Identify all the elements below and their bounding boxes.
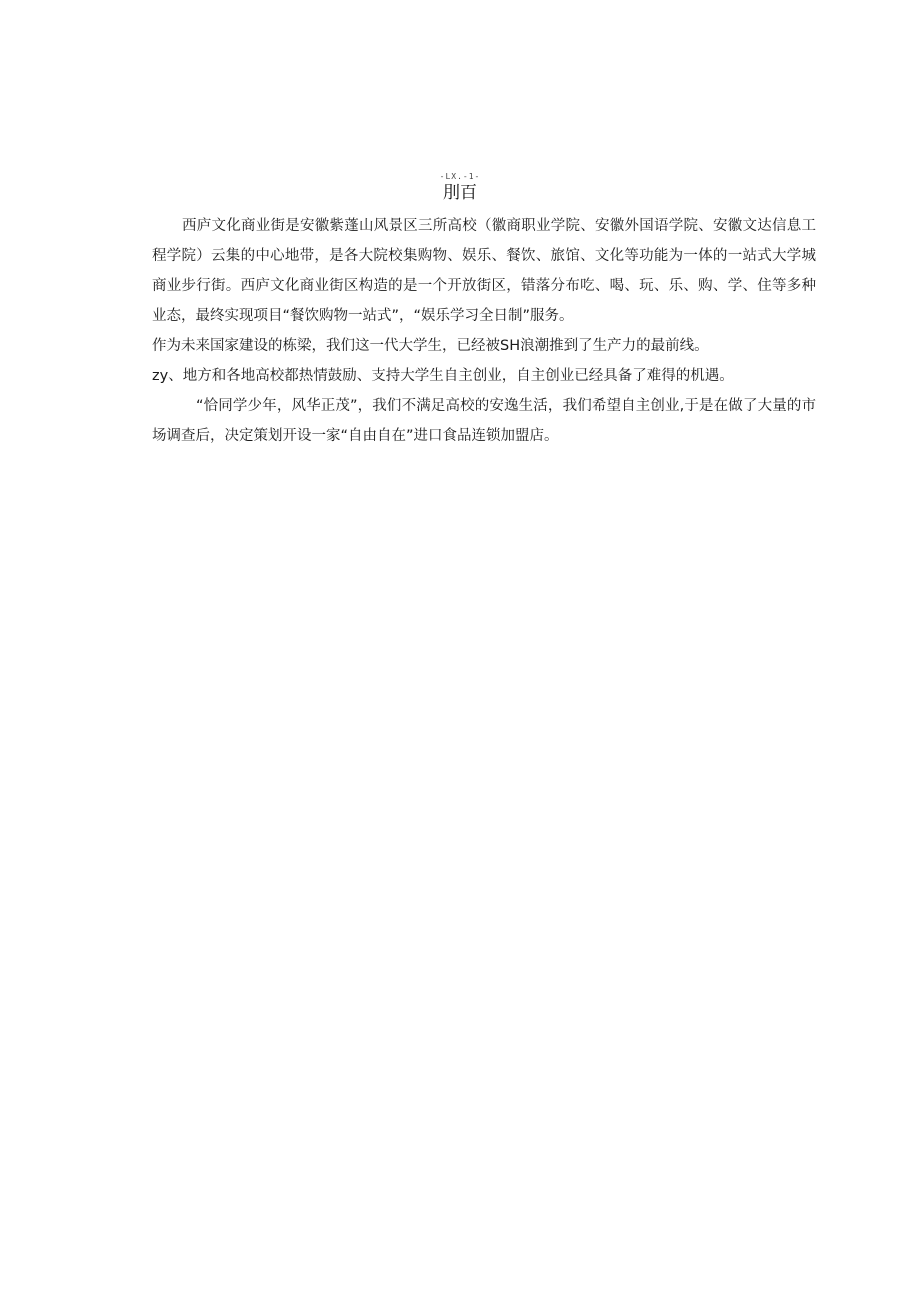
- page-header-mark: -LX.-1-: [439, 172, 481, 181]
- document-body: [152, 211, 816, 451]
- paragraph-support: zy、地方和各地高校都热情鼓励、支持大学生自主创业，自主创业已经具备了难得的机遇。: [152, 368, 734, 384]
- paragraph-intro: 西庐文化商业街是安徽紫蓬山风景区三所高校（徽商职业学院、安徽外国语学院、安徽文达信息工程学院）云集的中心地带，是各大院校集购物、娱乐、餐饮、旅馆、文化等功能为一体的一站式大学城商业步行街。西庐文化商业街区构造的是一个开放街区，错落分布吃、喝、玩、乐、购、学、住等多种业态，最终实现项目“餐饮购物一站式”，“娱乐学习全日制”服务。: [152, 218, 816, 324]
- paragraph-students: 作为未来国家建设的栋梁，我们这一代大学生，已经被SH浪潮推到了生产力的最前线。: [152, 338, 709, 354]
- paragraph-plan: “恰同学少年，风华正茂”，我们不满足高校的安逸生活，我们希望自主创业,于是在做了大量的市场调查后，决定策划开设一家“自由自在”进口食品连锁加盟店。: [152, 398, 816, 444]
- page-title: 刖百: [443, 183, 477, 203]
